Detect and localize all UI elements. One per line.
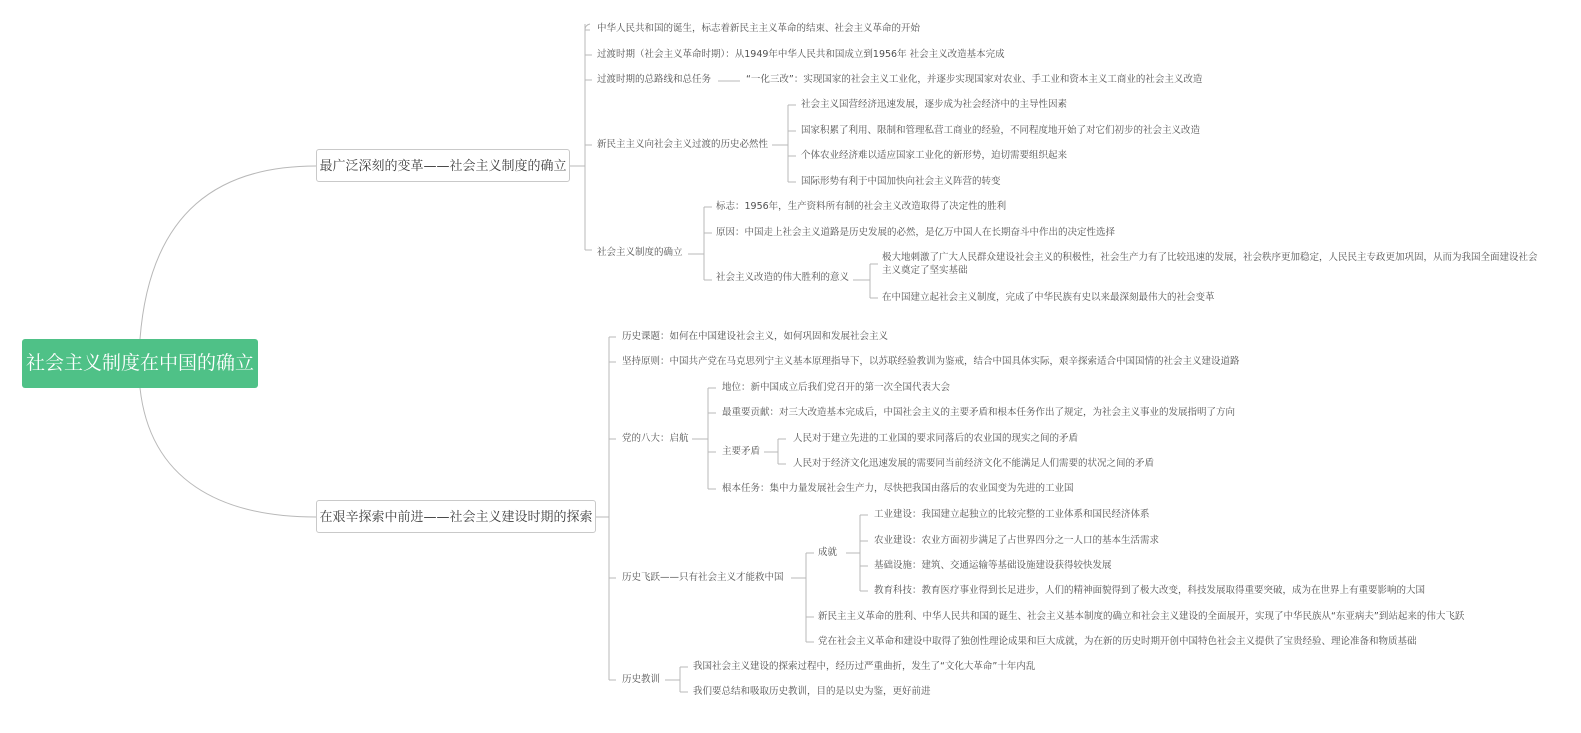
edge-root-branch-1 bbox=[140, 166, 316, 339]
node-congress-status[interactable]: 地位：新中国成立后我们党召开的第一次全国代表大会 bbox=[722, 382, 951, 393]
node-achievement-industry[interactable]: 工业建设：我国建立起独立的比较完整的工业体系和国民经济体系 bbox=[874, 509, 1150, 520]
node-established-reason[interactable]: 原因：中国走上社会主义道路是历史发展的必然，是亿万中国人在长期奋斗中作出的决定性选择 bbox=[716, 227, 1116, 238]
node-achievement-agriculture[interactable]: 农业建设：农业方面初步满足了占世界四分之一人口的基本生活需求 bbox=[874, 535, 1160, 546]
edge-necessity bbox=[772, 105, 796, 182]
node-historical-lessons[interactable]: 历史教训 bbox=[622, 674, 661, 685]
node-necessity-3[interactable]: 个体农业经济难以适应国家工业化的新形势，迫切需要组织起来 bbox=[801, 150, 1068, 161]
node-eighth-congress[interactable]: 党的八大：启航 bbox=[622, 433, 689, 444]
branch-establishment[interactable]: 最广泛深刻的变革——社会主义制度的确立 bbox=[316, 149, 570, 182]
node-general-line-note[interactable]: “一化三改”：实现国家的社会主义工业化，并逐步实现国家对农业、手工业和资本主义工商业的社会主义改造 bbox=[746, 74, 1203, 85]
node-significance-1-cont[interactable]: 主义奠定了坚实基础 bbox=[882, 265, 968, 276]
node-significance[interactable]: 社会主义改造的伟大胜利的意义 bbox=[716, 272, 850, 283]
edge-significance bbox=[853, 264, 878, 298]
node-significance-1[interactable]: 极大地刺激了广大人民群众建设社会主义的积极性，社会生产力有了比较迅速的发展，社会秩序更加稳定，人民民主专政更加巩固，从而为我国全面建设社会 bbox=[882, 252, 1538, 263]
node-lesson-2[interactable]: 我们要总结和吸取历史教训，目的是以史为鉴，更好前进 bbox=[693, 686, 931, 697]
node-system-established[interactable]: 社会主义制度的确立 bbox=[597, 247, 683, 258]
node-achievement-education[interactable]: 教育科技：教育医疗事业得到长足进步，人们的精神面貌得到了极大改变，科技发展取得重要突破，成为在世界上有重要影响的大国 bbox=[874, 585, 1426, 596]
node-contradiction-1[interactable]: 人民对于建立先进的工业国的要求同落后的农业国的现实之间的矛盾 bbox=[793, 433, 1079, 444]
node-contradiction-2[interactable]: 人民对于经济文化迅速发展的需要同当前经济文化不能满足人们需要的状况之间的矛盾 bbox=[793, 458, 1155, 469]
node-congress-contribution[interactable]: 最重要贡献：对三大改造基本完成后，中国社会主义的主要矛盾和根本任务作出了规定，为社会主义事业的发展指明了方向 bbox=[722, 407, 1236, 418]
node-historical-necessity[interactable]: 新民主主义向社会主义过渡的历史必然性 bbox=[597, 139, 769, 150]
node-established-sign[interactable]: 标志：1956年，生产资料所有制的社会主义改造取得了决定性的胜利 bbox=[716, 201, 1007, 212]
node-lesson-1[interactable]: 我国社会主义建设的探索过程中，经历过严重曲折，发生了“文化大革命”十年内乱 bbox=[693, 661, 1036, 672]
node-prc-founding[interactable]: 中华人民共和国的诞生，标志着新民主主义革命的结束、社会主义革命的开始 bbox=[597, 23, 921, 34]
branch-exploration[interactable]: 在艰辛探索中前进——社会主义建设时期的探索 bbox=[316, 500, 596, 533]
node-achievements[interactable]: 成就 bbox=[818, 547, 838, 558]
node-principle[interactable]: 坚持原则：中国共产党在马克思列宁主义基本原理指导下，以苏联经验教训为鉴戒，结合中国具体实际，艰辛探索适合中国国情的社会主义建设道路 bbox=[622, 356, 1240, 367]
node-leap-theory[interactable]: 党在社会主义革命和建设中取得了独创性理论成果和巨大成就，为在新的历史时期开创中国特色社会主义提供了宝贵经验、理论准备和物质基础 bbox=[818, 636, 1417, 647]
node-historic-leap[interactable]: 历史飞跃——只有社会主义才能救中国 bbox=[622, 572, 784, 583]
node-general-line[interactable]: 过渡时期的总路线和总任务 bbox=[597, 74, 712, 85]
node-necessity-1[interactable]: 社会主义国营经济迅速发展，逐步成为社会经济中的主导性因素 bbox=[801, 99, 1068, 110]
node-main-contradiction[interactable]: 主要矛盾 bbox=[722, 446, 761, 457]
edge-establishment bbox=[688, 207, 712, 280]
edge-historic-leap bbox=[791, 553, 814, 642]
node-transition-period[interactable]: 过渡时期（社会主义革命时期）：从1949年中华人民共和国成立到1956年 社会主义改造基本完成 bbox=[597, 49, 1005, 60]
edge-branch-2-items bbox=[596, 337, 616, 680]
node-necessity-2[interactable]: 国家积累了利用、限制和管理私营工商业的经验，不同程度地开始了对它们初步的社会主义改造 bbox=[801, 125, 1201, 136]
node-significance-2[interactable]: 在中国建立起社会主义制度，完成了中华民族有史以来最深刻最伟大的社会变革 bbox=[882, 292, 1215, 303]
node-historical-task[interactable]: 历史课题：如何在中国建设社会主义，如何巩固和发展社会主义 bbox=[622, 331, 889, 342]
edge-achievements bbox=[846, 515, 868, 591]
node-leap-victory[interactable]: 新民主主义革命的胜利、中华人民共和国的诞生、社会主义基本制度的确立和社会主义建设的全面展开，实现了中华民族从“东亚病夫”到站起来的伟大飞跃 bbox=[818, 611, 1465, 622]
node-fundamental-task[interactable]: 根本任务：集中力量发展社会生产力，尽快把我国由落后的农业国变为先进的工业国 bbox=[722, 483, 1074, 494]
edge-eighth-congress bbox=[692, 388, 716, 489]
edge-branch-1-items bbox=[570, 24, 592, 250]
edge-lessons bbox=[665, 667, 688, 692]
edge-root-branch-2 bbox=[140, 388, 316, 517]
root-topic[interactable]: 社会主义制度在中国的确立 bbox=[22, 339, 258, 388]
edge-main-contradiction bbox=[764, 439, 786, 464]
node-achievement-infrastructure[interactable]: 基础设施：建筑、交通运输等基础设施建设获得较快发展 bbox=[874, 560, 1112, 571]
node-necessity-4[interactable]: 国际形势有利于中国加快向社会主义阵营的转变 bbox=[801, 176, 1001, 187]
